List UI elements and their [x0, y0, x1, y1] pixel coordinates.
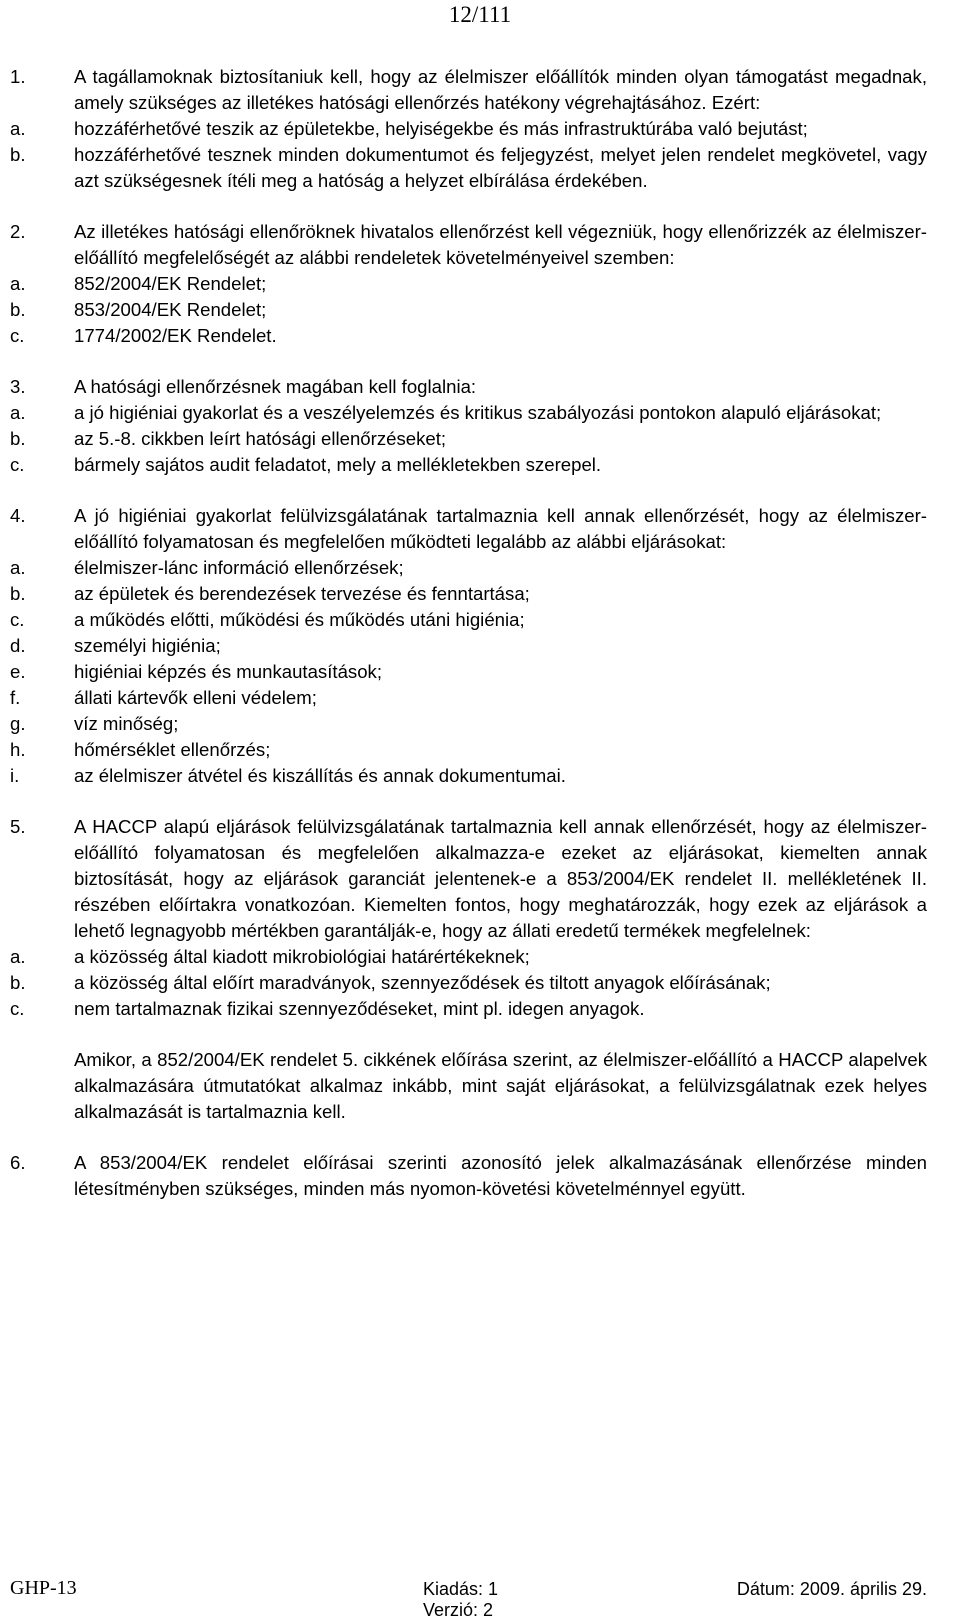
- section-number: 2.: [10, 221, 26, 242]
- section-3: [10, 374, 927, 478]
- list-item: [10, 996, 927, 1022]
- page-number: 12/111: [448, 2, 512, 27]
- list-item-label: b.: [10, 299, 26, 320]
- list-item-label: c.: [10, 325, 25, 346]
- section-text: Az illetékes hatósági ellenőröknek hivatalos ellenőrzést kell végezniük, hogy ellenőrizzék az élelmiszer-előállító megfelelőségét az alábbi rendeletek követelményeivel szemben:: [74, 221, 927, 268]
- section-note: [10, 1047, 927, 1125]
- list-item: [10, 297, 927, 323]
- list-item: [10, 116, 927, 142]
- list-item: [10, 633, 927, 659]
- list-item-label: a.: [10, 273, 26, 294]
- list-item-label: b.: [10, 428, 26, 449]
- list-item-text: élelmiszer-lánc információ ellenőrzések;: [74, 557, 404, 578]
- list-item-text: 853/2004/EK Rendelet;: [74, 299, 267, 320]
- list-item-label: d.: [10, 635, 26, 656]
- list-item-label: c.: [10, 609, 25, 630]
- list-item-label: a.: [10, 402, 26, 423]
- list-item-label: b.: [10, 972, 26, 993]
- section-2: [10, 219, 927, 349]
- section-text: A HACCP alapú eljárások felülvizsgálatának tartalmaznia kell annak ellenőrzését, hogy az élelmiszer-előállító folyamatosan és megfelelően alkalmazza-e ezeket az eljárásokat, kiemelten annak biztosítását, hogy az eljárások garanciát jelentenek-e a 853/2004/EK rendelet II. mellékletének II. részében előírtakra vonatkozóan. Kiemelten fontos, hogy meghatározzák, hogy ezek az eljárások a lehető legnagyobb mértékben garantálják-e, hogy az állati eredetű termékek megfelelnek:: [74, 816, 927, 941]
- footer-date: Dátum: 2009. április 29.: [736, 1579, 927, 1599]
- section-heading: [10, 503, 927, 555]
- list-item-label: b.: [10, 144, 26, 165]
- list-item: [10, 659, 927, 685]
- footer-document-code: GHP-13: [10, 1577, 77, 1599]
- list-item: [10, 271, 927, 297]
- page-footer: [0, 1577, 960, 1619]
- footer-edition: Kiadás: 1: [423, 1579, 499, 1599]
- section-text: A hatósági ellenőrzésnek magában kell foglalnia:: [74, 376, 477, 397]
- list-item-text: 852/2004/EK Rendelet;: [74, 273, 267, 294]
- section-1: [10, 64, 927, 194]
- section-number: 1.: [10, 66, 26, 87]
- list-item-text: a jó higiéniai gyakorlat és a veszélyelemzés és kritikus szabályozási pontokon alapuló eljárásokat;: [74, 402, 882, 423]
- list-item-text: az élelmiszer átvétel és kiszállítás és annak dokumentumai.: [74, 765, 566, 786]
- section-note-text: Amikor, a 852/2004/EK rendelet 5. cikkének előírása szerint, az élelmiszer-előállító a HACCP alapelvek alkalmazására útmutatókat alkalmaz inkább, mint saját eljárásokat, a felülvizsgálatnak ezek helyes alkalmazását is tartalmaznia kell.: [74, 1049, 927, 1122]
- list-item-label: f.: [10, 687, 21, 708]
- list-item-text: állati kártevők elleni védelem;: [74, 687, 317, 708]
- section-4: [10, 503, 927, 789]
- list-item: [10, 685, 927, 711]
- list-item-text: hozzáférhetővé teszik az épületekbe, helyiségekbe és más infrastruktúrába való bejutást;: [74, 118, 808, 139]
- list-item-label: b.: [10, 583, 26, 604]
- list-item: [10, 142, 927, 194]
- list-item: [10, 737, 927, 763]
- list-item-text: személyi higiénia;: [74, 635, 221, 656]
- list-item-label: h.: [10, 739, 26, 760]
- section-heading: [10, 64, 927, 116]
- list-item-text: 1774/2002/EK Rendelet.: [74, 325, 277, 346]
- section-6: [10, 1150, 927, 1202]
- list-item-text: az épületek és berendezések tervezése és fenntartása;: [74, 583, 530, 604]
- list-item-text: nem tartalmaznak fizikai szennyeződéseket, mint pl. idegen anyagok.: [74, 998, 645, 1019]
- list-item: [10, 944, 927, 970]
- section-5: [10, 814, 927, 1125]
- list-item-text: hőmérséklet ellenőrzés;: [74, 739, 271, 760]
- section-heading: [10, 219, 927, 271]
- section-text: A tagállamoknak biztosítaniuk kell, hogy az élelmiszer előállítók minden olyan támogatást megadnak, amely szükséges az illetékes hatósági ellenőrzés hatékony végrehajtásához. Ezért:: [74, 66, 927, 113]
- list-item: [10, 323, 927, 349]
- section-number: 3.: [10, 376, 26, 397]
- list-item-text: higiéniai képzés és munkautasítások;: [74, 661, 383, 682]
- list-item: [10, 607, 927, 633]
- list-item-label: e.: [10, 661, 26, 682]
- list-item-text: víz minőség;: [74, 713, 179, 734]
- list-item: [10, 711, 927, 737]
- section-text: A jó higiéniai gyakorlat felülvizsgálatának tartalmaznia kell annak ellenőrzését, hogy az élelmiszer-előállító folyamatosan és megfelelően működteti legalább az alábbi eljárásokat:: [74, 505, 927, 552]
- list-item-text: bármely sajátos audit feladatot, mely a mellékletekben szerepel.: [74, 454, 602, 475]
- section-heading: [10, 814, 927, 944]
- list-item: [10, 763, 927, 789]
- section-number: 6.: [10, 1152, 26, 1173]
- list-item: [10, 970, 927, 996]
- list-item-text: az 5.-8. cikkben leírt hatósági ellenőrzéseket;: [74, 428, 447, 449]
- list-item-text: a működés előtti, működési és működés utáni higiénia;: [74, 609, 525, 630]
- list-item-text: hozzáférhetővé tesznek minden dokumentumot és feljegyzést, melyet jelen rendelet megkövetel, vagy azt szükségesnek ítéli meg a hatóság a helyzet elbírálása érdekében.: [74, 144, 927, 191]
- section-number: 5.: [10, 816, 26, 837]
- section-heading: [10, 1150, 927, 1202]
- list-item-label: c.: [10, 998, 25, 1019]
- list-item: [10, 452, 927, 478]
- section-number: 4.: [10, 505, 26, 526]
- list-item: [10, 555, 927, 581]
- list-item-label: a.: [10, 118, 26, 139]
- list-item-label: a.: [10, 946, 26, 967]
- list-item-label: i.: [10, 765, 20, 786]
- section-heading: [10, 374, 927, 400]
- list-item: [10, 426, 927, 452]
- list-item-text: a közösség által előírt maradványok, szennyeződések és tiltott anyagok előírásának;: [74, 972, 771, 993]
- list-item-text: a közösség által kiadott mikrobiológiai határértékeknek;: [74, 946, 530, 967]
- footer-version: Verzió: 2: [423, 1600, 494, 1620]
- list-item-label: a.: [10, 557, 26, 578]
- list-item-label: c.: [10, 454, 25, 475]
- list-item: [10, 400, 927, 426]
- section-text: A 853/2004/EK rendelet előírásai szerinti azonosító jelek alkalmazásának ellenőrzése minden létesítményben szükséges, minden más nyomon-követési követelménnyel együtt.: [74, 1152, 927, 1199]
- list-item: [10, 581, 927, 607]
- list-item-label: g.: [10, 713, 26, 734]
- page-content: [10, 64, 927, 1202]
